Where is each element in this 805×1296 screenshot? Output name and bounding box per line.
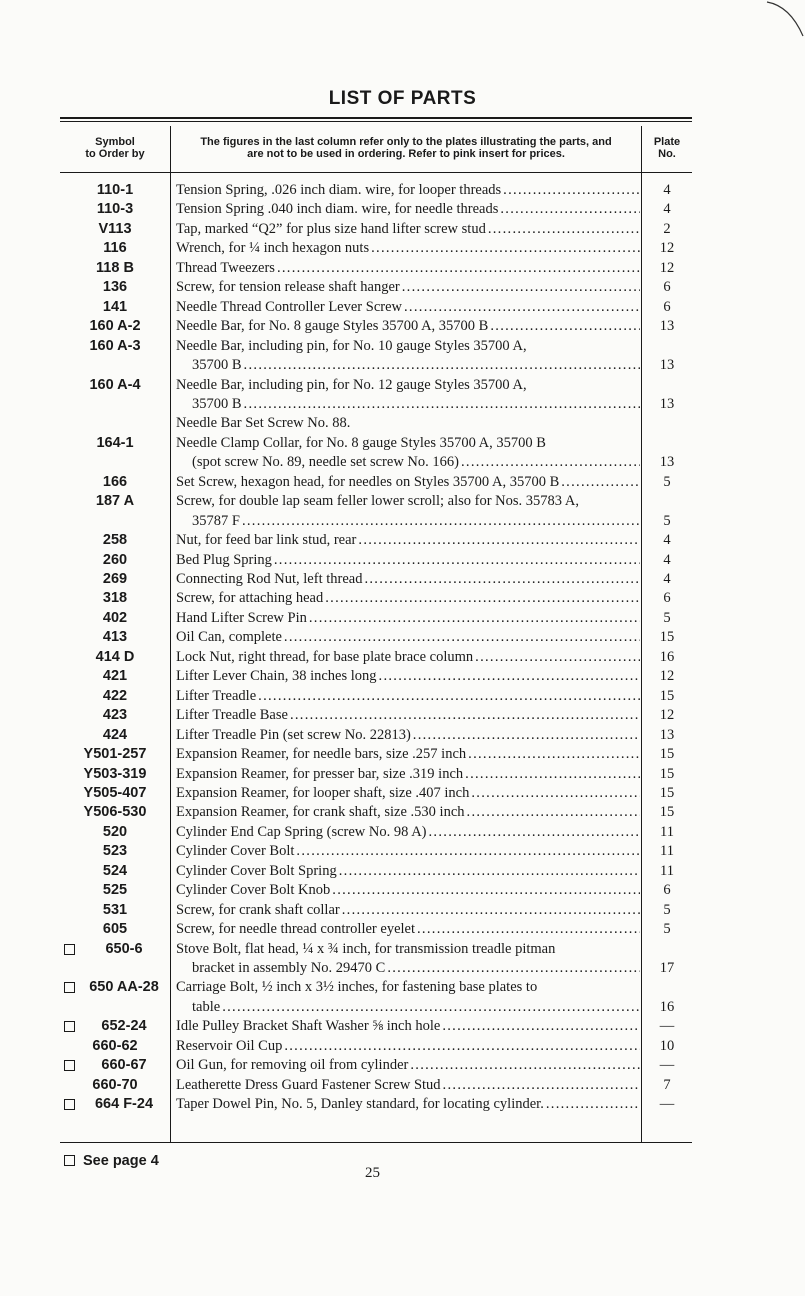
part-symbol: 164-1 (96, 434, 134, 451)
part-description (176, 551, 640, 570)
part-description-text: Cylinder Cover Bolt Spring (176, 862, 337, 879)
plate-number: 15 (659, 784, 675, 801)
part-description (176, 823, 640, 842)
table-row (0, 531, 805, 550)
part-description-text: Taper Dowel Pin, No. 5, Danley standard, for locating cylinder. (176, 1096, 544, 1113)
plate-number: 12 (659, 240, 675, 257)
plate-number: 15 (659, 765, 675, 782)
part-description (176, 570, 640, 589)
table-row (0, 920, 805, 939)
leader-dots (440, 1017, 640, 1036)
part-description (176, 609, 640, 628)
part-description (176, 239, 640, 258)
part-description-text: Screw, for crank shaft collar (176, 901, 340, 918)
page-number: 25 (365, 1165, 380, 1181)
plate-number: 6 (663, 590, 671, 607)
part-description (176, 278, 640, 297)
leader-dots (465, 803, 640, 822)
plate-number: 5 (663, 921, 671, 938)
plate-number: 13 (659, 357, 675, 374)
part-description-text: Lifter Treadle Pin (set screw No. 22813) (176, 726, 411, 743)
plate-number: — (659, 1096, 675, 1113)
table-row (0, 823, 805, 842)
table-row (0, 745, 805, 764)
leader-dots (402, 298, 640, 317)
part-description (192, 959, 640, 978)
plate-number: 6 (663, 298, 671, 315)
part-symbol: 660-62 (92, 1037, 138, 1054)
part-description-text: Expansion Reamer, for presser bar, size .319 inch (176, 765, 464, 782)
plate-number: 15 (659, 804, 675, 821)
table-row (0, 862, 805, 881)
leader-dots (356, 531, 640, 550)
part-description (176, 181, 640, 200)
leader-dots (288, 706, 640, 725)
table-row (0, 570, 805, 589)
leader-dots (340, 901, 640, 920)
plate-number: 12 (659, 259, 675, 276)
plate-header-label: Plate (653, 136, 681, 148)
table-bottom-rule (60, 1142, 692, 1143)
plate-number: 16 (659, 648, 675, 665)
leader-dots (400, 278, 640, 297)
table-row (0, 1056, 805, 1075)
part-symbol: 664 F-24 (94, 1096, 154, 1113)
plate-number: 13 (659, 454, 675, 471)
leader-dots (408, 1056, 640, 1075)
part-symbol: 423 (102, 707, 128, 724)
part-symbol: 652-24 (101, 1018, 147, 1035)
plate-number: 10 (659, 1037, 675, 1054)
leader-dots (369, 239, 640, 258)
table-row (0, 1076, 805, 1095)
table-row (0, 803, 805, 822)
part-symbol: 187 A (95, 493, 135, 510)
part-symbol: V113 (98, 220, 132, 237)
table-row (0, 881, 805, 900)
symbol-header-label: Symbol (95, 136, 135, 148)
table-row (0, 414, 805, 433)
part-description (176, 687, 640, 706)
part-symbol: 402 (102, 609, 128, 626)
part-symbol: 258 (102, 532, 128, 549)
table-row (0, 551, 805, 570)
leader-dots (469, 784, 640, 803)
part-description-text: Carriage Bolt, ½ inch x 3½ inches, for fastening base plates to (176, 979, 538, 996)
part-description (176, 589, 640, 608)
part-symbol: 523 (102, 843, 128, 860)
leader-dots (275, 259, 640, 278)
part-symbol: 660-70 (92, 1076, 138, 1093)
part-symbol: 136 (102, 279, 128, 296)
table-row (0, 1037, 805, 1056)
part-description (176, 667, 640, 686)
note-header (172, 136, 640, 160)
part-description (176, 648, 640, 667)
part-description (176, 1017, 640, 1036)
part-description-text: Screw, for needle thread controller eyelet (176, 921, 415, 938)
leader-dots (488, 317, 640, 336)
page-title: LIST OF PARTS (328, 88, 477, 109)
part-description-text: Needle Bar Set Screw No. 88. (176, 415, 351, 432)
leader-dots (377, 667, 640, 686)
part-description (176, 531, 640, 550)
leader-dots (242, 356, 640, 375)
part-description-text: Reservoir Oil Cup (176, 1037, 283, 1054)
part-symbol: 660-67 (101, 1057, 147, 1074)
part-symbol: Y505-407 (83, 784, 147, 801)
part-description-text: Lifter Treadle Base (176, 707, 288, 724)
part-description (192, 512, 640, 531)
part-description (192, 453, 640, 472)
plate-number: 4 (663, 532, 671, 549)
part-description-text: Needle Bar, including pin, for No. 12 gauge Styles 35700 A, (176, 376, 527, 393)
part-description-text: Lock Nut, right thread, for base plate brace column (176, 648, 474, 665)
part-description-text: Nut, for feed bar link stud, rear (176, 532, 357, 549)
part-description-text: 35787 F (192, 512, 240, 529)
part-description (176, 1037, 640, 1056)
plate-number: 5 (663, 473, 671, 490)
header-top-rule (60, 117, 692, 119)
plate-number: 17 (659, 960, 675, 976)
part-description-text: Stove Bolt, flat head, ¼ x ¾ inch, for transmission treadle pitman (176, 940, 556, 957)
table-row (0, 200, 805, 219)
plate-number: 7 (663, 1076, 671, 1093)
leader-dots (544, 1095, 640, 1114)
part-description (176, 492, 640, 511)
part-description (176, 726, 640, 745)
plate-number: 4 (663, 201, 671, 218)
table-row (0, 706, 805, 725)
part-description (176, 414, 640, 433)
plate-number: — (659, 1057, 675, 1074)
part-description-text: Thread Tweezers (176, 259, 275, 276)
leader-dots (272, 551, 640, 570)
part-description (176, 434, 640, 453)
part-description (176, 706, 640, 725)
part-symbol: 110-1 (96, 182, 134, 198)
part-description (176, 1056, 640, 1075)
part-symbol: Y503-319 (83, 765, 147, 782)
part-description-text: Connecting Rod Nut, left thread (176, 571, 363, 587)
part-description (176, 940, 640, 959)
leader-dots (307, 609, 640, 628)
part-symbol: 160 A-4 (89, 376, 141, 393)
plate-number: 11 (660, 862, 674, 879)
table-row (0, 492, 805, 511)
part-description (176, 473, 640, 492)
leader-dots (463, 765, 640, 784)
part-symbol: 118 B (96, 259, 134, 276)
table-row (0, 434, 805, 453)
part-description-text: Needle Thread Controller Lever Screw (176, 298, 402, 315)
plate-number: 13 (659, 726, 675, 743)
table-row (0, 842, 805, 861)
part-description-text: Screw, for tension release shaft hanger (176, 279, 400, 296)
part-description-text: Tension Spring, .026 inch diam. wire, for looper threads (176, 182, 502, 198)
part-symbol: 414 D (95, 648, 135, 665)
part-symbol: 166 (102, 473, 128, 490)
leader-dots (501, 181, 640, 200)
leader-dots (282, 628, 640, 647)
part-symbol: 116 (103, 240, 127, 257)
part-description-text: Expansion Reamer, for crank shaft, size .530 inch (176, 804, 465, 821)
part-description (176, 881, 640, 900)
part-description (176, 842, 640, 861)
table-row (0, 648, 805, 667)
part-description-text: (spot screw No. 89, needle set screw No. 166) (192, 454, 459, 471)
table-row (0, 278, 805, 297)
plate-number: 4 (663, 571, 671, 587)
leader-dots (385, 959, 640, 978)
part-description-text: Lifter Treadle (176, 687, 257, 704)
table-row (0, 239, 805, 258)
part-symbol: 531 (102, 901, 128, 918)
table-row (0, 1095, 805, 1114)
plate-number: 15 (659, 687, 675, 704)
part-description-text: Tension Spring .040 inch diam. wire, for needle threads (176, 201, 499, 218)
part-description-text: Cylinder Cover Bolt Knob (176, 882, 331, 899)
leader-dots (427, 823, 641, 842)
table-row (0, 901, 805, 920)
plate-number: 15 (659, 629, 675, 646)
part-description (176, 920, 640, 939)
plate-number: 16 (659, 998, 675, 1015)
part-description-text: Hand Lifter Screw Pin (176, 609, 307, 626)
part-description-text: Needle Bar, for No. 8 gauge Styles 35700 A, 35700 B (176, 318, 489, 335)
part-description (176, 628, 640, 647)
note-line-2: are not to be used in ordering. Refer to pink insert for prices. (247, 148, 565, 160)
leader-dots (415, 920, 640, 939)
part-description (176, 745, 640, 764)
part-description-text: Cylinder Cover Bolt (176, 843, 295, 860)
part-description (192, 998, 640, 1017)
leader-dots (294, 842, 640, 861)
symbol-header (60, 136, 170, 160)
leader-dots (466, 745, 640, 764)
part-symbol: 160 A-2 (89, 318, 141, 335)
part-symbol: 520 (102, 823, 128, 840)
part-description-text: Set Screw, hexagon head, for needles on Styles 35700 A, 35700 B (176, 473, 560, 490)
part-description-text: Bed Plug Spring (176, 551, 272, 568)
table-row (0, 589, 805, 608)
table-row (0, 667, 805, 686)
part-description-text: table (192, 998, 221, 1015)
page-corner-mark (765, 0, 805, 40)
part-description-text: Screw, for double lap seam feller lower scroll; also for Nos. 35783 A, (176, 493, 579, 510)
part-description-text: Cylinder End Cap Spring (screw No. 98 A) (176, 823, 427, 840)
part-symbol: Y501-257 (83, 746, 147, 763)
part-description (176, 259, 640, 278)
leader-dots (459, 453, 640, 472)
header-top-rule-thin (60, 121, 692, 122)
table-row (0, 473, 805, 492)
leader-dots (330, 881, 640, 900)
table-row (0, 337, 805, 356)
part-description (192, 356, 640, 375)
plate-number: 6 (663, 279, 671, 296)
table-row (0, 512, 805, 531)
part-description (176, 765, 640, 784)
plate-number: 4 (663, 182, 671, 198)
part-symbol: 424 (102, 726, 128, 743)
table-row (0, 687, 805, 706)
leader-dots (441, 1076, 640, 1095)
header-bottom-rule (60, 172, 692, 173)
table-row (0, 959, 805, 978)
part-symbol: 605 (102, 921, 128, 938)
leader-dots (473, 648, 640, 667)
part-symbol: 141 (102, 298, 128, 315)
part-description (176, 220, 640, 239)
leader-dots (256, 687, 640, 706)
table-row (0, 978, 805, 997)
part-symbol: 269 (102, 571, 128, 587)
leader-dots (220, 998, 640, 1017)
part-description-text: Lifter Lever Chain, 38 inches long (176, 668, 377, 685)
table-row (0, 181, 805, 200)
part-symbol: 650 AA-28 (89, 979, 159, 996)
part-description (176, 1076, 640, 1095)
leader-dots (559, 473, 640, 492)
table-row (0, 317, 805, 336)
plate-number: — (659, 1018, 675, 1035)
part-description-text: Screw, for attaching head (176, 590, 324, 607)
leader-dots (498, 200, 640, 219)
table-row (0, 726, 805, 745)
table-row (0, 298, 805, 317)
part-description-text: Needle Clamp Collar, for No. 8 gauge Styles 35700 A, 35700 B (176, 434, 546, 451)
part-description-text: 35700 B (192, 357, 242, 374)
plate-number: 6 (663, 882, 671, 899)
table-row (0, 395, 805, 414)
leader-dots (411, 726, 640, 745)
note-line-1: The figures in the last column refer only to the plates illustrating the parts, and (200, 136, 612, 148)
plate-number: 5 (663, 901, 671, 918)
plate-number: 5 (663, 512, 671, 529)
plate-number: 12 (659, 707, 675, 724)
part-description-text: Expansion Reamer, for needle bars, size .257 inch (176, 746, 467, 763)
leader-dots (323, 589, 640, 608)
table-row (0, 453, 805, 472)
order-header-label: to Order by (85, 148, 145, 160)
part-description (176, 978, 640, 997)
part-description-text: Oil Gun, for removing oil from cylinder (176, 1057, 409, 1074)
part-description (176, 376, 640, 395)
table-row (0, 940, 805, 959)
plate-header (644, 136, 690, 160)
part-description (176, 317, 640, 336)
table-row (0, 784, 805, 803)
part-symbol: 525 (102, 882, 128, 899)
part-symbol: 160 A-3 (89, 337, 141, 354)
plate-number: 4 (663, 551, 671, 568)
plate-number: 13 (659, 395, 675, 412)
table-row (0, 376, 805, 395)
part-description-text: Needle Bar, including pin, for No. 10 gauge Styles 35700 A, (176, 337, 527, 354)
leader-dots (486, 220, 640, 239)
leader-dots (337, 862, 640, 881)
plate-number: 13 (659, 318, 675, 335)
part-symbol: 422 (102, 687, 128, 704)
part-description (176, 803, 640, 822)
part-description (176, 1095, 640, 1114)
table-row (0, 259, 805, 278)
leader-dots (240, 512, 640, 531)
part-symbol: 524 (102, 862, 128, 879)
plate-number: 11 (660, 823, 674, 840)
part-symbol: 413 (102, 629, 128, 646)
part-description-text: Oil Can, complete (176, 629, 282, 646)
part-description-text: bracket in assembly No. 29470 C (192, 960, 386, 976)
plate-number: 15 (659, 746, 675, 763)
leader-dots (282, 1037, 640, 1056)
plate-number: 12 (659, 668, 675, 685)
table-row (0, 1017, 805, 1036)
table-row (0, 609, 805, 628)
table-row (0, 356, 805, 375)
part-description (176, 862, 640, 881)
part-symbol: 110-3 (96, 201, 134, 218)
part-description (176, 298, 640, 317)
plate-number: 11 (660, 843, 674, 860)
part-description (192, 395, 640, 414)
table-row (0, 628, 805, 647)
plate-number: 2 (663, 220, 671, 237)
plate-no-label: No. (658, 148, 676, 160)
part-description-text: Tap, marked “Q2” for plus size hand lifter screw stud (176, 220, 486, 237)
plate-number: 5 (663, 609, 671, 626)
part-symbol: 318 (102, 590, 128, 607)
part-description (176, 784, 640, 803)
table-row (0, 220, 805, 239)
part-description-text: Leatherette Dress Guard Fastener Screw Stud (176, 1076, 441, 1093)
part-symbol: Y506-530 (83, 804, 147, 821)
part-description-text: Wrench, for ¼ inch hexagon nuts (176, 240, 370, 257)
part-description-text: Idle Pulley Bracket Shaft Washer ⅝ inch hole (176, 1018, 441, 1035)
part-symbol: 260 (102, 551, 128, 568)
part-description (176, 337, 640, 356)
part-symbol: 421 (102, 668, 128, 685)
leader-dots (242, 395, 640, 414)
part-description-text: 35700 B (192, 395, 242, 412)
footnote-text: See page 4 (83, 1153, 159, 1169)
table-row (0, 998, 805, 1017)
table-row (0, 765, 805, 784)
part-description (176, 200, 640, 219)
leader-dots (362, 570, 640, 589)
part-symbol: 650-6 (105, 940, 143, 957)
part-description-text: Expansion Reamer, for looper shaft, size .407 inch (176, 784, 470, 801)
part-description (176, 901, 640, 920)
